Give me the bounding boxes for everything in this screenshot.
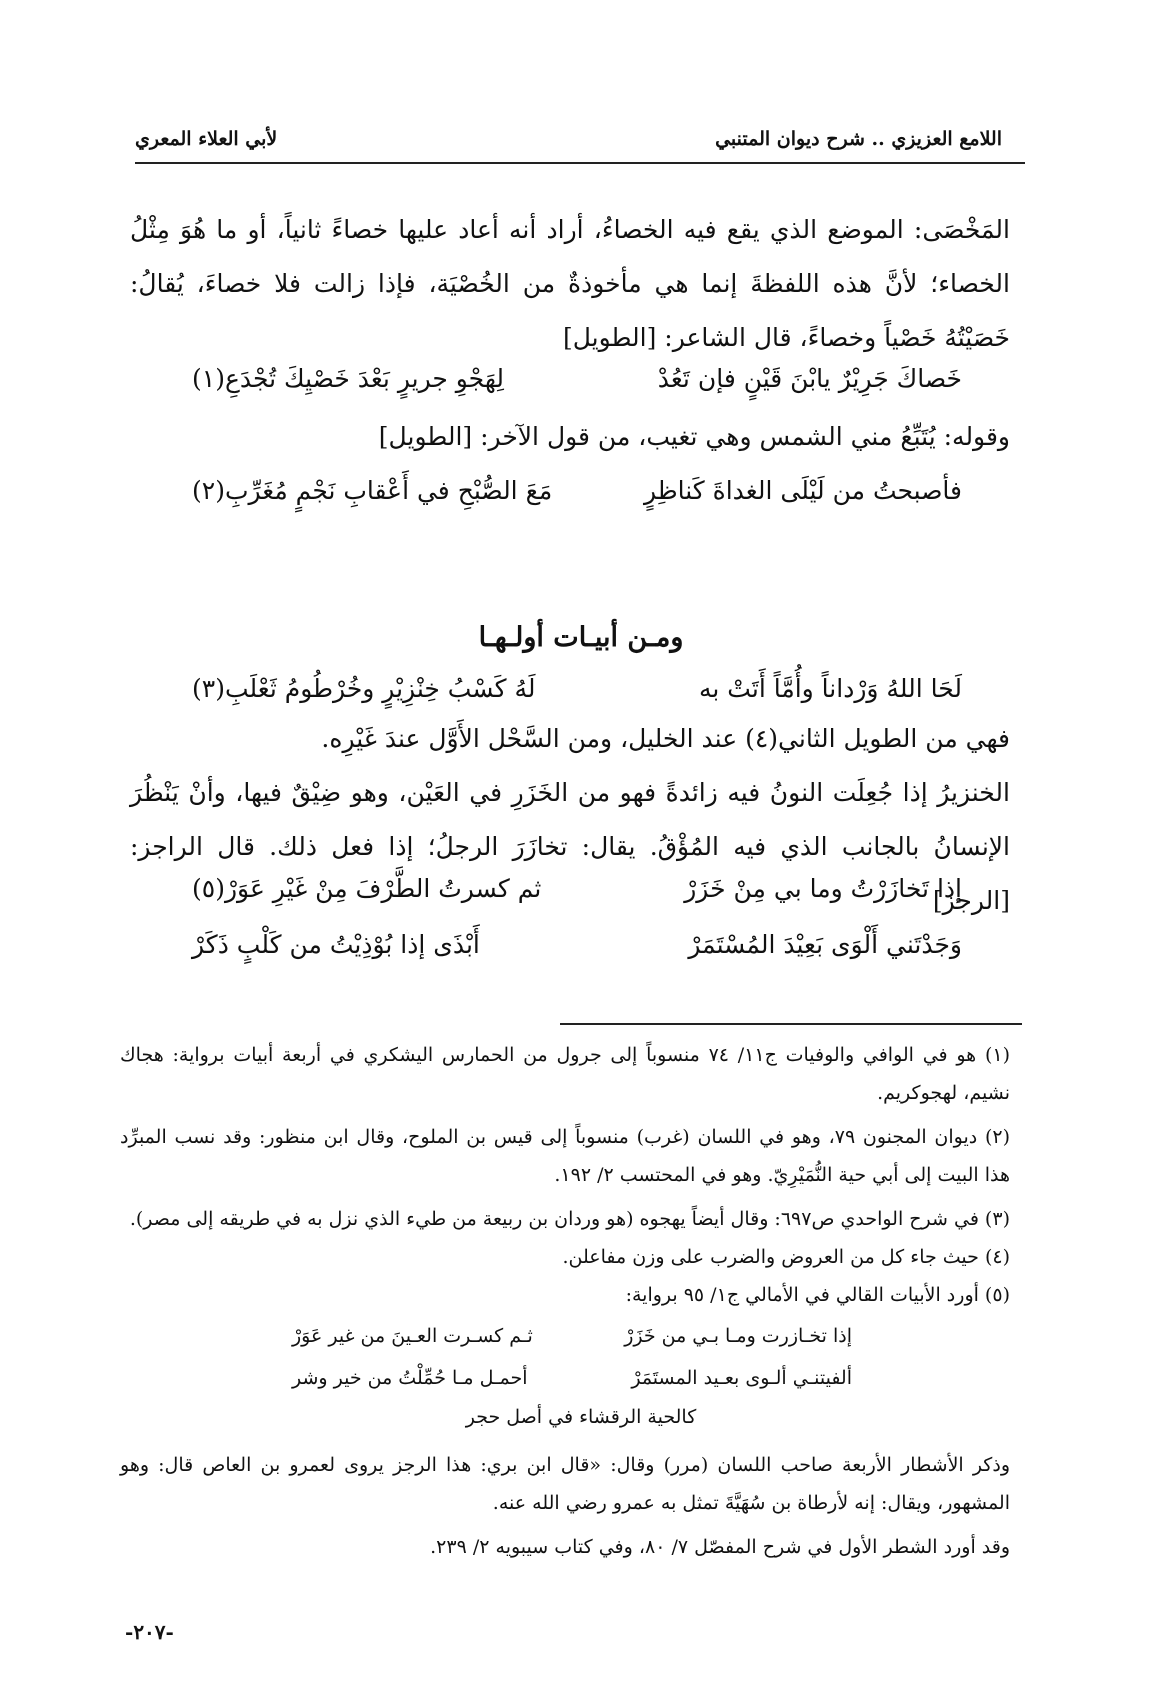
- footnote-verse-1-first: إذا تخـازرت ومـا بـي من خَزَرْ: [624, 1325, 852, 1347]
- verse-1-second-hemistich: لِهَجْوِ جريرٍ بَعْدَ خَصْيِكَ تُجْدَعِ(١): [192, 363, 504, 393]
- verse-2: [192, 462, 962, 518]
- verse-3: [192, 660, 962, 716]
- footnote-4: (٤) حيث جاء كل من العروض والضرب على وزن مفاعلن.: [562, 1246, 1010, 1268]
- footnote-3: (٣) في شرح الواحدي ص٦٩٧: وقال أيضاً يهجوه (هو وردان بن ربيعة من طيء الذي نزل به في طريقه إلى مصر).: [129, 1208, 1010, 1230]
- section-heading: ومـن أبيـات أولـهـا: [478, 622, 684, 653]
- verse-4-second-hemistich: ثم كسرتُ الطَّرْفَ مِنْ غَيْرِ عَوَرْ(٥): [192, 873, 542, 903]
- verse-3-first-hemistich: لَحَا اللهُ وَرْداناً وأُمَّاً أَتَتْ به: [699, 673, 962, 703]
- verse-2-second-hemistich: مَعَ الصُّبْحِ في أَعْقابِ نَجْمٍ مُغَرِّبِ(٢): [192, 475, 553, 505]
- verse-5: [192, 916, 962, 972]
- running-header-title: اللامع العزيزي .. شرح ديوان المتنبي: [715, 128, 1002, 150]
- running-header-author: لأبي العلاء المعري: [135, 128, 278, 150]
- verse-5-second-hemistich: أَبْذَى إذا بُوْذِيْتُ من كَلْبٍ ذَكَرْ: [192, 929, 480, 959]
- page-number: -٢٠٧-: [125, 1620, 174, 1644]
- verse-1-first-hemistich: خَصاكَ جَرِيْرٌ يابْنَ قَيْنٍ فإن تَعُدْ: [657, 363, 962, 393]
- verse-1: [192, 350, 962, 406]
- footnote-1: (١) هو في الوافي والوفيات ج١١/ ٧٤ منسوباً إلى جرول من الحمارس اليشكري في أربعة أبيات برواية: هجاك نشيم، لهجوكريم.: [120, 1044, 1010, 1104]
- paragraph-1: المَخْصَى: الموضع الذي يقع فيه الخصاءُ، أراد أنه أعاد عليها خصاءً ثانياً، أو ما هُوَ مِثْلُ الخصاء؛ لأنَّ هذه اللفظةَ إنما هي مأخوذةٌ من الخُصْيَة، فإذا زالت فلا خصاءَ، يُقالُ: خَصَيْتُهُ خَصْياً وخصاءً، قال الشاعر: [الطويل]: [130, 215, 1010, 352]
- footnote-verse-2: [292, 1358, 852, 1398]
- footnote-verse-1-second: ثـم كسـرت العـينَ من غير عَوَرْ: [292, 1325, 533, 1347]
- verse-2-first-hemistich: فأصبحتُ من لَيْلَى الغداةَ كَناظِرٍ: [643, 475, 962, 505]
- footnote-7: وقد أورد الشطر الأول في شرح المفصّل ٧/ ٨٠، وفي كتاب سيبويه ٢/ ٢٣٩.: [430, 1536, 1010, 1558]
- footnote-verse-1: [292, 1316, 852, 1356]
- footnote-verse-2-second: أحمـل مـا حُمِّلْتُ من خير وشر: [292, 1367, 528, 1389]
- header-rule: [135, 162, 1025, 164]
- footnote-verse-3: كالحية الرقشاء في أصل حجر: [465, 1406, 697, 1428]
- paragraph-4: الخنزيرُ إذا جُعِلَت النونُ فيه زائدةً فهو من الخَزَرِ في العَيْن، وهو ضِيْقٌ فيها، وأنْ يَنْظُرَ الإنسانُ بالجانب الذي فيه المُؤْقُ. يقال: تخازَرَ الرجلُ؛ إذا فعل ذلك. قال الراجز: [الرجز]: [130, 778, 1010, 915]
- footnote-5: (٥) أورد الأبيات القالي في الأمالي ج١/ ٩٥ برواية:: [625, 1284, 1010, 1306]
- verse-4: [192, 860, 962, 916]
- verse-5-first-hemistich: وَجَدْتَني أَلْوَى بَعِيْدَ المُسْتَمَرْ: [688, 929, 962, 959]
- verse-3-second-hemistich: لَهُ كَسْبُ خِنْزِيْرٍ وخُرْطُومُ ثَعْلَبِ(٣): [192, 673, 536, 703]
- footnote-6: وذكر الأشطار الأربعة صاحب اللسان (مرر) وقال: «قال ابن بري: هذا الرجز يروى لعمرو بن العاص قال: وهو المشهور، ويقال: إنه لأرطاة بن سُهَيَّةَ تمثل به عمرو رضي الله عنه.: [120, 1454, 1010, 1514]
- paragraph-2: وقوله: يُتَبِّعُ مني الشمس وهي تغيب، من قول الآخر: [الطويل]: [378, 422, 1010, 451]
- footnote-rule: [560, 1023, 1022, 1025]
- footnote-verse-2-first: ألفيتنـي ألـوى بعـيد المستَمَرْ: [631, 1367, 852, 1389]
- footnote-2: (٢) ديوان المجنون ٧٩، وهو في اللسان (غرب) منسوباً إلى قيس بن الملوح، وقال ابن منظور: وقد نسب المبرِّد هذا البيت إلى أبي حية النُّمَيْرِيّ. وهو في المحتسب ٢/ ١٩٢.: [120, 1126, 1010, 1186]
- verse-4-first-hemistich: إذا تَخازَرْتُ وما بي مِنْ خَزَرْ: [684, 873, 962, 903]
- paragraph-3: فهي من الطويل الثاني(٤) عند الخليل، ومن السَّحْل الأَوَّل عندَ غَيْرِه.: [321, 724, 1010, 753]
